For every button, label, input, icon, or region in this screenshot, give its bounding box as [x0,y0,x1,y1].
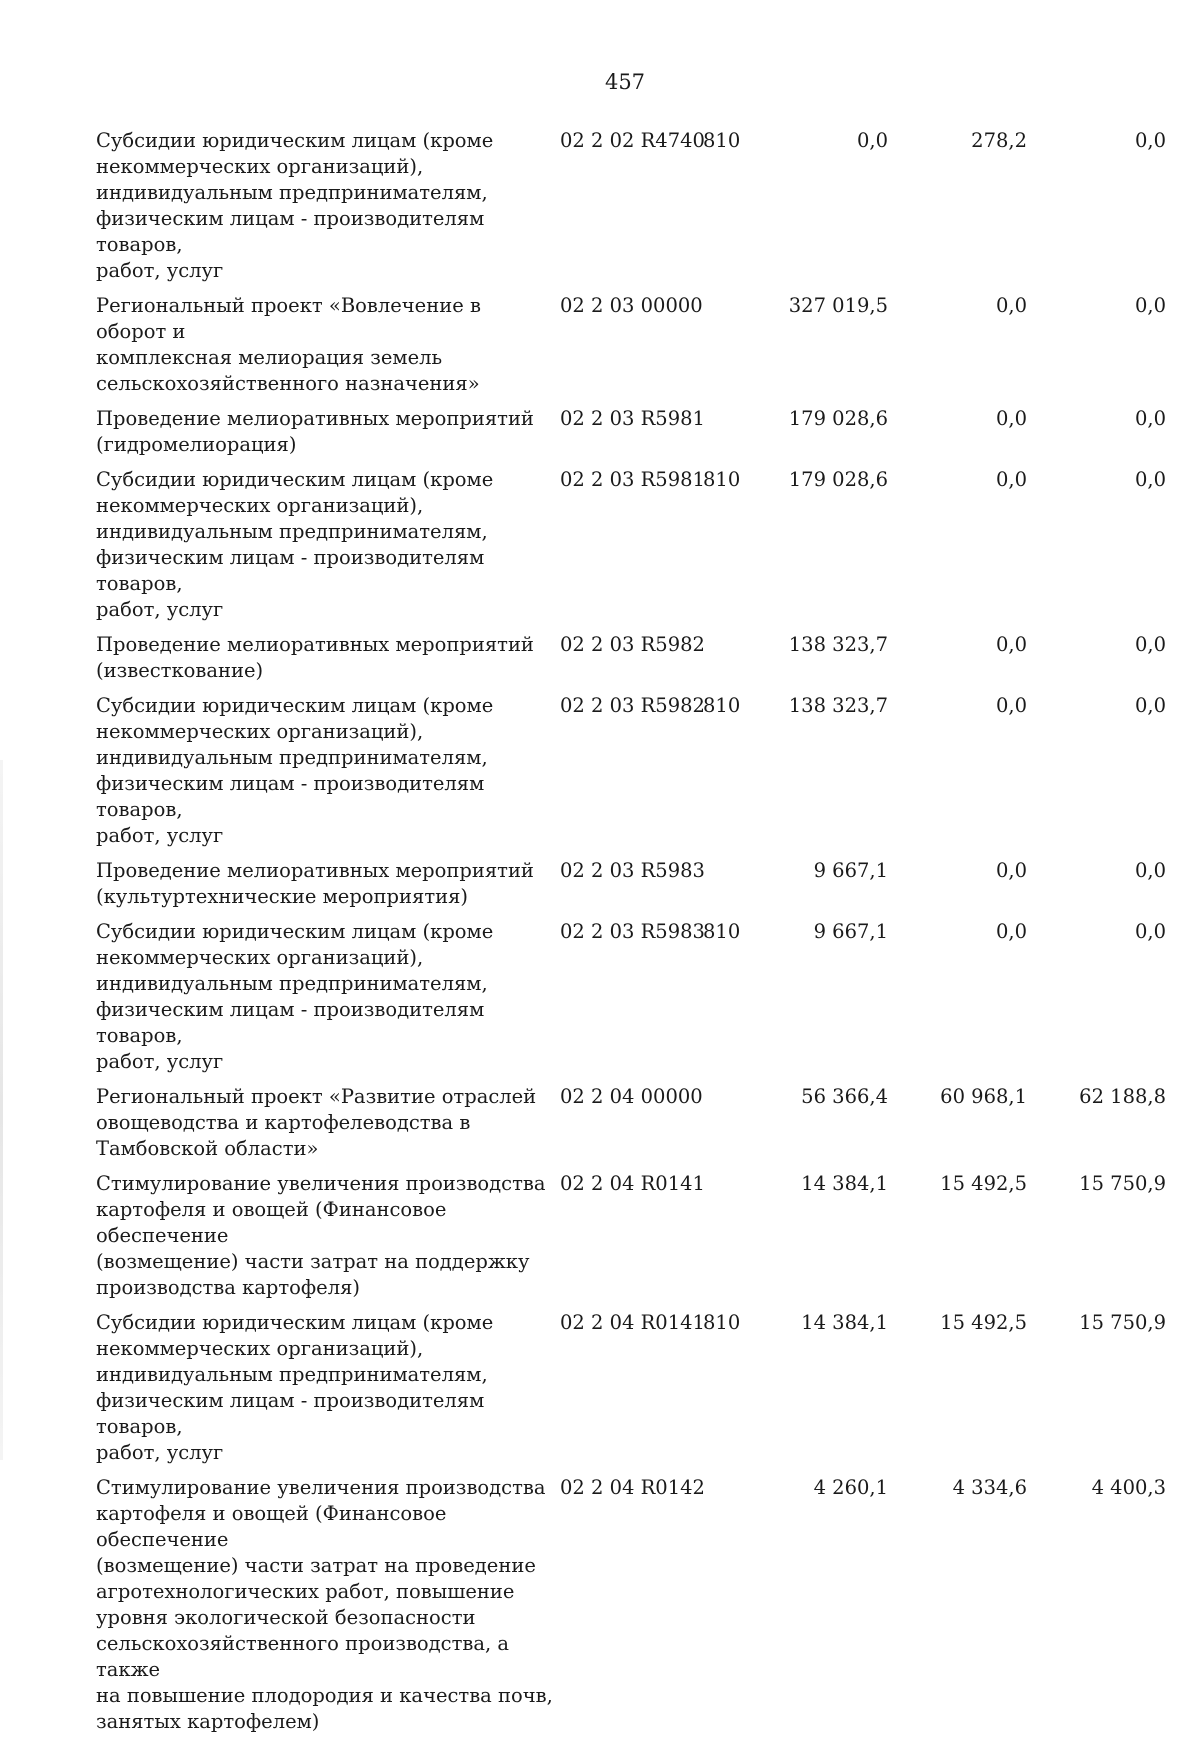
row-expense-type: 810 [703,129,741,152]
table-row [96,632,1166,684]
row-name [96,858,560,910]
row-name-line: Региональный проект «Вовлечение в оборот и [96,294,481,343]
row-code: 02 2 04 00000 [560,1085,703,1108]
scan-edge-artifact [0,760,3,1460]
table-row [96,919,1166,1075]
row-name [96,919,560,1075]
row-name-line: индивидуальным предпринимателям, [96,746,488,769]
row-value-3: 0,0 [1134,633,1166,656]
row-value-3: 15 750,9 [1079,1311,1166,1334]
row-name-line: (известкование) [96,659,264,682]
row-name-line: физическим лицам - производителям товаров, [96,207,485,256]
row-name [96,293,560,397]
row-value-3: 0,0 [1134,920,1166,943]
row-name-line: Проведение мелиоративных мероприятий [96,859,534,882]
row-name [96,1171,560,1301]
row-name-line: агротехнологических работ, повышение [96,1580,515,1603]
row-name-line: физическим лицам - производителям товаров, [96,546,485,595]
row-value-2: 0,0 [995,633,1027,656]
row-name-line: комплексная мелиорация земель [96,346,443,369]
row-name-line: Стимулирование увеличения производства [96,1476,546,1499]
row-value-2: 4 334,6 [952,1476,1027,1499]
row-name [96,406,560,458]
table-row [96,406,1166,458]
row-name [96,1084,560,1162]
row-code: 02 2 03 R5981 [560,407,705,430]
table-row [96,128,1166,284]
row-name-line: (возмещение) части затрат на проведение [96,1554,536,1577]
row-value-3: 4 400,3 [1091,1476,1166,1499]
row-value-3: 15 750,9 [1079,1172,1166,1195]
budget-table [96,128,1166,1744]
row-name [96,128,560,284]
row-name-line: Проведение мелиоративных мероприятий [96,633,534,656]
row-value-2: 15 492,5 [940,1172,1027,1195]
row-code: 02 2 04 R0142 [560,1476,705,1499]
row-name-line: Субсидии юридическим лицам (кроме [96,468,494,491]
row-value-1: 179 028,6 [788,407,888,430]
row-value-1: 0,0 [856,129,888,152]
row-name-line: на повышение плодородия и качества почв, [96,1684,553,1707]
page-number: 457 [604,70,646,94]
row-expense-type: 810 [703,920,741,943]
row-value-3: 0,0 [1134,468,1166,491]
row-value-2: 60 968,1 [940,1085,1027,1108]
row-name-line: Субсидии юридическим лицам (кроме [96,1311,494,1334]
row-name-line: производства картофеля) [96,1276,361,1299]
row-name-line: Субсидии юридическим лицам (кроме [96,694,494,717]
row-code: 02 2 03 R5982 [560,633,705,656]
row-value-1: 9 667,1 [813,859,888,882]
row-name-line: картофеля и овощей (Финансовое обеспечение [96,1198,447,1247]
row-name-line: уровня экологической безопасности [96,1606,476,1629]
table-row [96,1310,1166,1466]
row-name-line: сельскохозяйственного производства, а также [96,1632,510,1681]
row-value-3: 0,0 [1134,407,1166,430]
row-expense-type: 810 [703,1311,741,1334]
row-name-line: Проведение мелиоративных мероприятий [96,407,534,430]
row-value-2: 0,0 [995,920,1027,943]
row-name-line: некоммерческих организаций), [96,1337,424,1360]
row-name-line: индивидуальным предпринимателям, [96,520,488,543]
row-value-3: 0,0 [1134,129,1166,152]
row-name [96,1310,560,1466]
table-row [96,1171,1166,1301]
row-value-2: 15 492,5 [940,1311,1027,1334]
row-code: 02 2 03 R5983 [560,920,705,943]
row-value-2: 0,0 [995,294,1027,317]
row-value-2: 278,2 [971,129,1027,152]
row-name-line: Субсидии юридическим лицам (кроме [96,129,494,152]
table-row [96,467,1166,623]
row-code: 02 2 02 R4740 [560,129,705,152]
row-name [96,693,560,849]
row-code: 02 2 03 R5983 [560,859,705,882]
row-code: 02 2 03 R5981 [560,468,705,491]
row-value-3: 62 188,8 [1079,1085,1166,1108]
row-value-1: 179 028,6 [788,468,888,491]
row-name-line: овощеводства и картофелеводства в [96,1111,471,1134]
table-row [96,693,1166,849]
row-name-line: работ, услуг [96,259,224,282]
table-row [96,1475,1166,1735]
row-name-line: работ, услуг [96,598,224,621]
row-name-line: Региональный проект «Развитие отраслей [96,1085,537,1108]
row-name-line: работ, услуг [96,824,224,847]
row-name-line: работ, услуг [96,1050,224,1073]
row-name-line: некоммерческих организаций), [96,155,424,178]
row-value-1: 14 384,1 [801,1311,888,1334]
row-value-2: 0,0 [995,694,1027,717]
row-name-line: некоммерческих организаций), [96,494,424,517]
table-row [96,858,1166,910]
row-value-1: 138 323,7 [788,694,888,717]
row-name-line: работ, услуг [96,1441,224,1464]
row-name-line: Субсидии юридическим лицам (кроме [96,920,494,943]
row-name-line: Тамбовской области» [96,1137,319,1160]
row-code: 02 2 04 R0141 [560,1172,705,1195]
row-name-line: индивидуальным предпринимателям, [96,181,488,204]
row-expense-type: 810 [703,694,741,717]
row-value-1: 56 366,4 [801,1085,888,1108]
row-name-line: (культуртехнические мероприятия) [96,885,469,908]
row-name-line: (возмещение) части затрат на поддержку [96,1250,530,1273]
row-name-line: Стимулирование увеличения производства [96,1172,546,1195]
row-code: 02 2 04 R0141 [560,1311,705,1334]
row-name-line: занятых картофелем) [96,1710,320,1733]
row-name-line: сельскохозяйственного назначения» [96,372,480,395]
row-value-2: 0,0 [995,468,1027,491]
row-value-1: 327 019,5 [788,294,888,317]
row-value-2: 0,0 [995,407,1027,430]
row-name-line: физическим лицам - производителям товаров, [96,772,485,821]
row-name-line: индивидуальным предпринимателям, [96,972,488,995]
row-name-line: (гидромелиорация) [96,433,297,456]
row-name [96,632,560,684]
row-expense-type: 810 [703,468,741,491]
row-name [96,1475,560,1735]
row-name-line: физическим лицам - производителям товаров, [96,1389,485,1438]
row-value-3: 0,0 [1134,859,1166,882]
row-name-line: некоммерческих организаций), [96,720,424,743]
row-name-line: индивидуальным предпринимателям, [96,1363,488,1386]
row-value-1: 4 260,1 [813,1476,888,1499]
row-value-1: 9 667,1 [813,920,888,943]
row-value-2: 0,0 [995,859,1027,882]
row-code: 02 2 03 00000 [560,294,703,317]
table-row [96,293,1166,397]
row-code: 02 2 03 R5982 [560,694,705,717]
row-name-line: некоммерческих организаций), [96,946,424,969]
row-name-line: картофеля и овощей (Финансовое обеспечение [96,1502,447,1551]
row-name-line: физическим лицам - производителям товаров, [96,998,485,1047]
row-name [96,467,560,623]
table-row [96,1084,1166,1162]
row-value-1: 138 323,7 [788,633,888,656]
row-value-1: 14 384,1 [801,1172,888,1195]
row-value-3: 0,0 [1134,694,1166,717]
row-value-3: 0,0 [1134,294,1166,317]
